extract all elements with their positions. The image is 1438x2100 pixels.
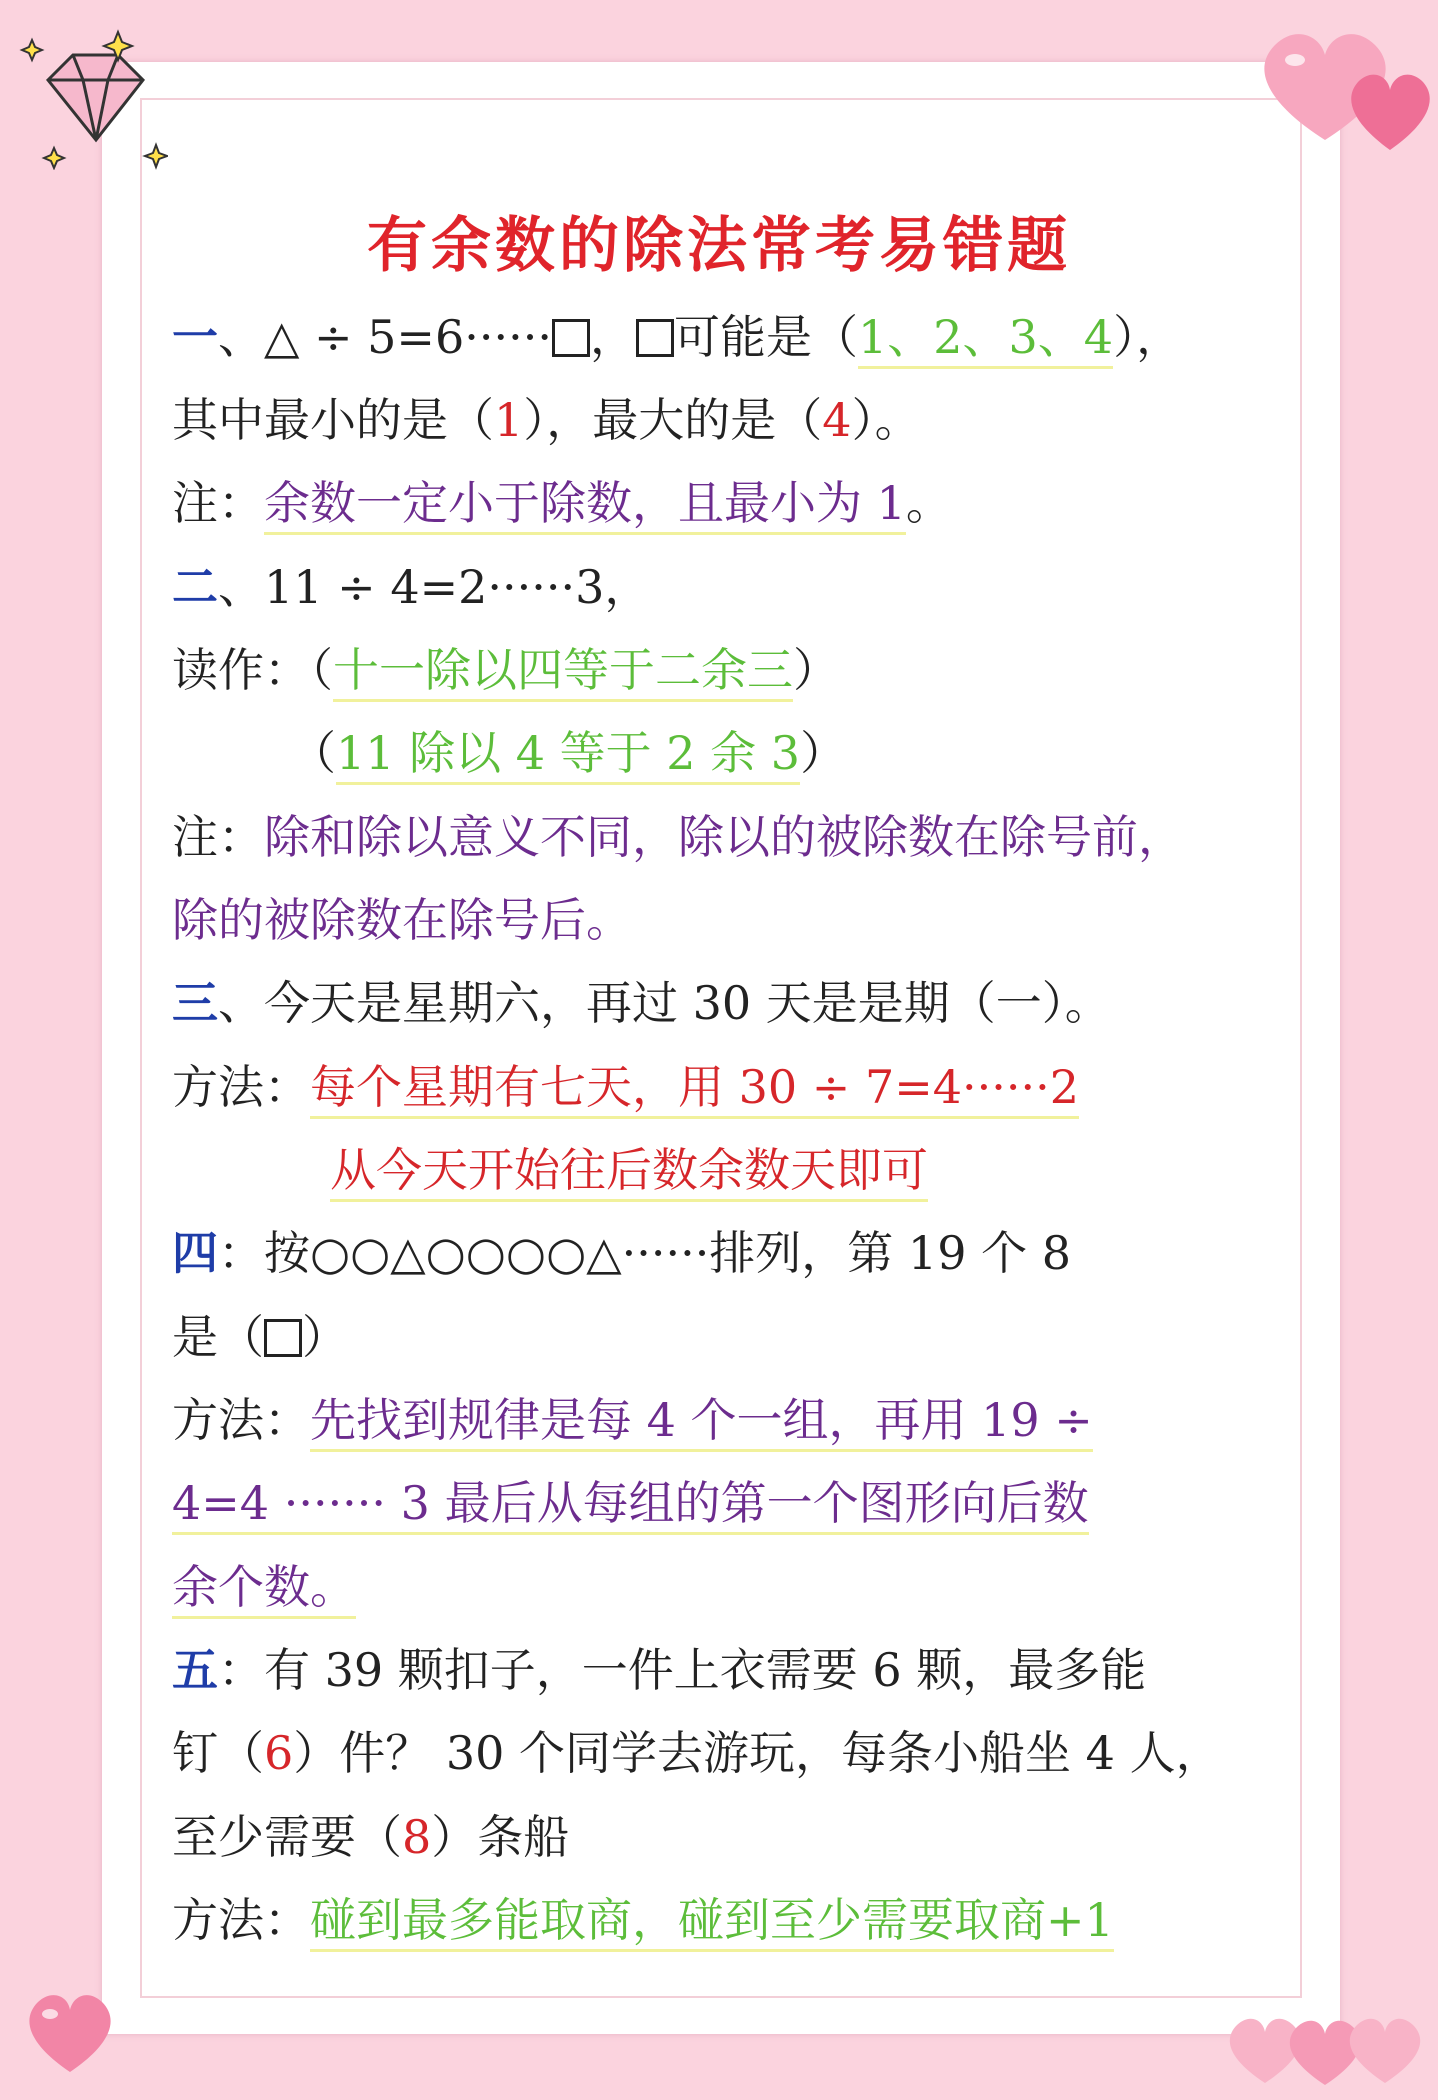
q1-text-a: △ ÷ 5=6······ bbox=[264, 310, 552, 364]
q2-note2 bbox=[172, 895, 632, 946]
q1-note bbox=[172, 478, 952, 529]
answer-box-icon bbox=[636, 319, 674, 357]
q1-note-text: 余数一定小于除数，且最小为 1 bbox=[264, 476, 906, 535]
q5-line1 bbox=[172, 1645, 1146, 1696]
q4-line2-a: 是（ bbox=[172, 1310, 264, 1364]
q3-number: 三 bbox=[172, 976, 218, 1030]
q5-line3-b: ）条船 bbox=[431, 1810, 570, 1864]
q2-note2-text: 除的被除数在除号后。 bbox=[172, 893, 632, 947]
q2-read2-text: 11 除以 4 等于 2 余 3 bbox=[336, 726, 800, 785]
q4-line2 bbox=[172, 1312, 348, 1363]
diamond-icon bbox=[18, 20, 168, 170]
note-label: 注： bbox=[172, 476, 264, 530]
q3-method2-text: 从今天开始往后数余数天即可 bbox=[330, 1143, 928, 1202]
q1-sep: 、 bbox=[218, 310, 264, 364]
method-label: 方法： bbox=[172, 1893, 310, 1947]
q1-line2-b: ），最大的是（ bbox=[523, 393, 823, 447]
q3-text: 、今天是星期六，再过 30 天是是期（一）。 bbox=[218, 976, 1111, 1030]
page-title: 有余数的除法常考易错题 bbox=[367, 211, 1071, 281]
q4-line2-b: ） bbox=[302, 1310, 348, 1364]
q1-line2-c: ）。 bbox=[851, 393, 921, 447]
q2-text: 、11 ÷ 4=2······3， bbox=[218, 560, 651, 614]
q3-method1-text: 每个星期有七天，用 30 ÷ 7=4······2 bbox=[310, 1060, 1079, 1119]
q4-number: 四 bbox=[172, 1226, 218, 1280]
hearts-top-right-icon bbox=[1250, 10, 1435, 155]
q2-read1-text: 十一除以四等于二余三 bbox=[333, 643, 793, 702]
q2-number: 二 bbox=[172, 560, 218, 614]
read-label: 读作：（ bbox=[172, 643, 333, 697]
q5-line2-a: 钉（ bbox=[172, 1726, 264, 1780]
q4-method3-text: 余个数。 bbox=[172, 1560, 356, 1619]
q2-note1-text: 除和除以意义不同，除以的被除数在除号前， bbox=[264, 810, 1184, 864]
q1-close: ）， bbox=[1113, 310, 1183, 364]
q5-line2-b: ）件？ 30 个同学去游玩，每条小船坐 4 人， bbox=[293, 1726, 1222, 1780]
q4-method2 bbox=[172, 1478, 1089, 1529]
q5-answer1: 6 bbox=[264, 1726, 294, 1780]
heart-bottom-left-icon bbox=[20, 1980, 120, 2080]
q2-read2-open: （ bbox=[290, 726, 336, 780]
q3-method1 bbox=[172, 1062, 1079, 1113]
answer-box-icon bbox=[552, 319, 590, 357]
q4-method3 bbox=[172, 1562, 356, 1613]
q1-number: 一 bbox=[172, 310, 218, 364]
method-label: 方法： bbox=[172, 1060, 310, 1114]
q2-note1 bbox=[172, 812, 1184, 863]
method-label: 方法： bbox=[172, 1393, 310, 1447]
q2-read1 bbox=[172, 645, 839, 696]
q1-line2-a: 其中最小的是（ bbox=[172, 393, 494, 447]
q1-answer: 1、2、3、4 bbox=[858, 310, 1113, 369]
q5-text1: ：有 39 颗扣子，一件上衣需要 6 颗，最多能 bbox=[218, 1643, 1147, 1697]
q1-line1 bbox=[172, 312, 1182, 363]
q2-read2-close: ） bbox=[800, 726, 847, 780]
hearts-bottom-right-icon bbox=[1220, 1995, 1430, 2090]
q3-method2 bbox=[330, 1145, 928, 1196]
q3-line1 bbox=[172, 978, 1111, 1029]
q4-text: ：按○○△○○○○△······排列，第 19 个 8 bbox=[218, 1226, 1071, 1280]
q5-number: 五 bbox=[172, 1643, 218, 1697]
q5-method-text: 碰到最多能取商，碰到至少需要取商+1 bbox=[310, 1893, 1114, 1952]
q4-method2-text: 4=4 ······· 3 最后从每组的第一个图形向后数 bbox=[172, 1476, 1089, 1535]
q1-comma: ， bbox=[589, 310, 636, 364]
q2-read2 bbox=[290, 728, 846, 779]
q4-method1-text: 先找到规律是每 4 个一组，再用 19 ÷ bbox=[310, 1393, 1093, 1452]
q4-method1 bbox=[172, 1395, 1093, 1446]
q1-line2 bbox=[172, 395, 921, 446]
q1-max: 4 bbox=[822, 393, 852, 447]
q2-line1 bbox=[172, 562, 650, 613]
q1-min: 1 bbox=[494, 393, 524, 447]
inner-frame bbox=[140, 98, 1302, 1998]
answer-box-icon bbox=[264, 1319, 302, 1357]
q2-read1-close: ） bbox=[793, 643, 839, 697]
q5-line3 bbox=[172, 1812, 569, 1863]
q5-line2 bbox=[172, 1728, 1222, 1779]
q4-line1 bbox=[172, 1228, 1071, 1279]
q5-answer2: 8 bbox=[402, 1810, 432, 1864]
q1-note-end: 。 bbox=[905, 476, 952, 530]
note-label: 注： bbox=[172, 810, 264, 864]
q5-method bbox=[172, 1895, 1114, 1946]
q1-text-b: 可能是（ bbox=[673, 310, 858, 364]
q5-line3-a: 至少需要（ bbox=[172, 1810, 402, 1864]
